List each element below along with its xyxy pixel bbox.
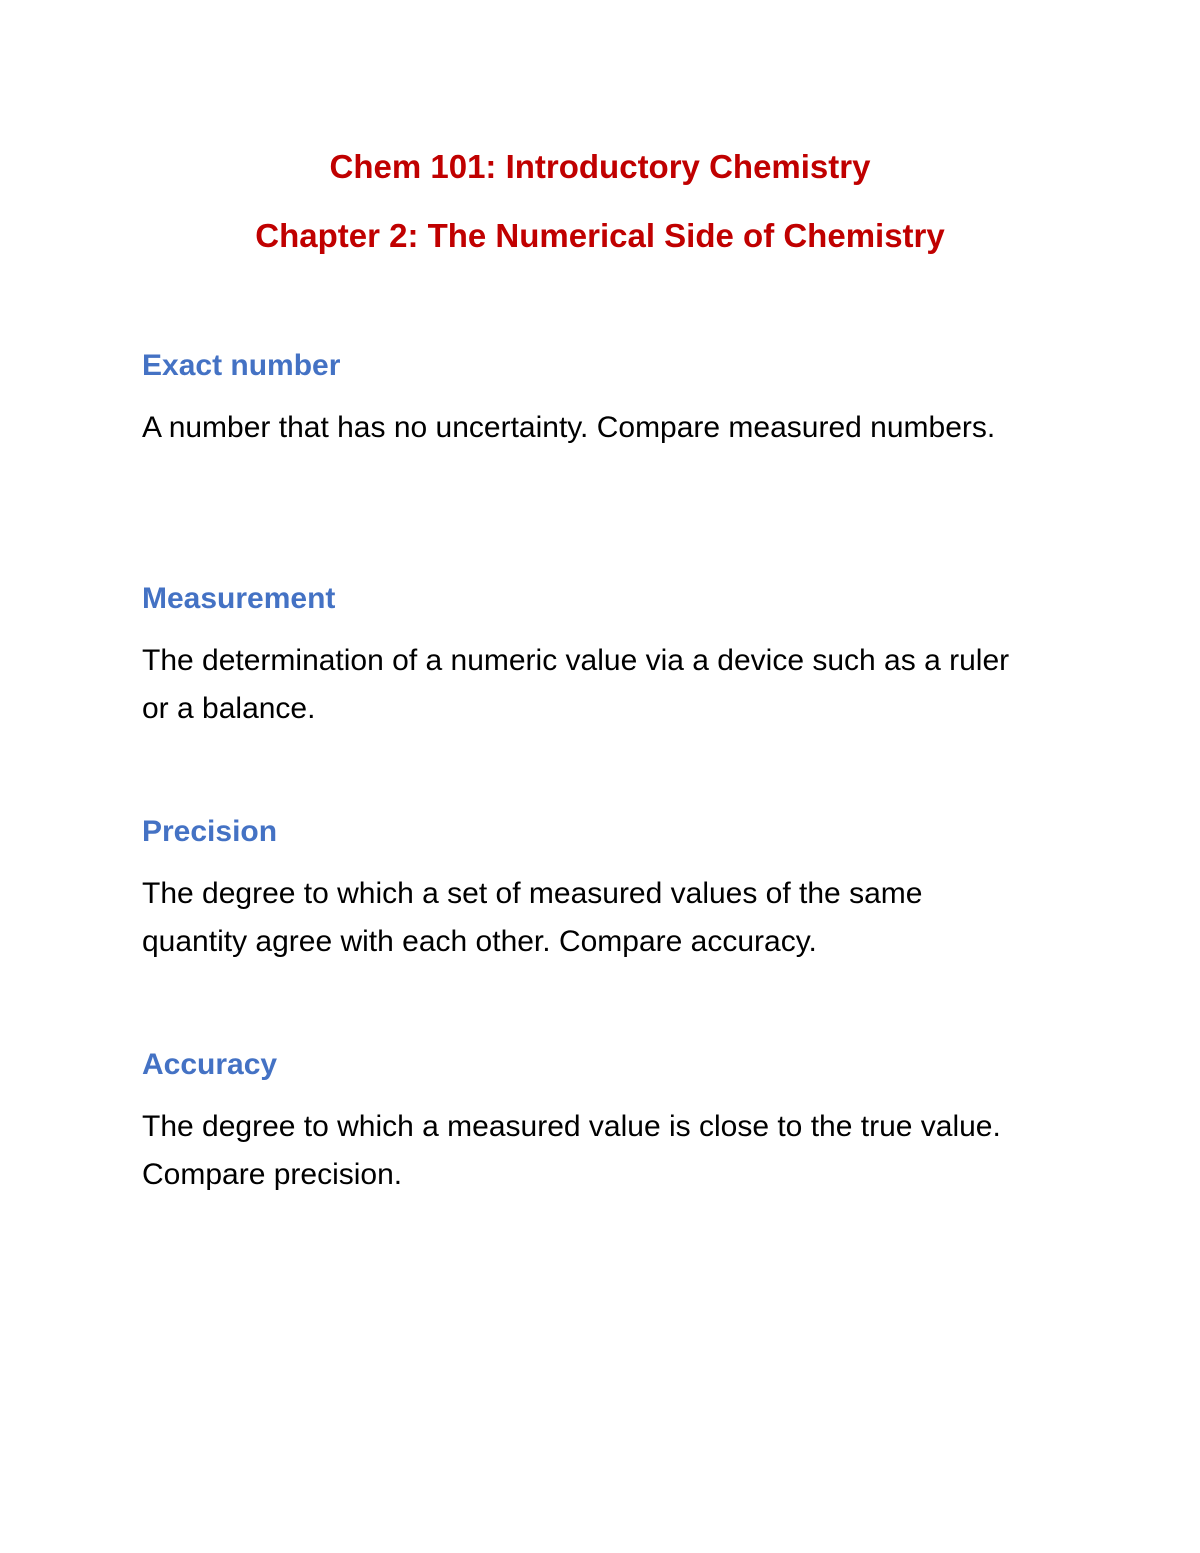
glossary-definition-measurement: The determination of a numeric value via a device such as a ruler or a balance. <box>142 644 1010 725</box>
course-title: Chem 101: Introductory Chemistry <box>329 148 871 185</box>
glossary-term-precision: Precision <box>142 815 278 848</box>
glossary-definition-accuracy: The degree to which a measured value is close to the true value. Compare precision. <box>142 1110 1001 1191</box>
glossary-term-exact-number: Exact number <box>142 349 341 382</box>
glossary-term-accuracy: Accuracy <box>142 1048 278 1081</box>
chapter-title: Chapter 2: The Numerical Side of Chemistry <box>255 217 945 254</box>
glossary-definition-exact-number: A number that has no uncertainty. Compare measured numbers. <box>142 411 996 444</box>
glossary-definition-precision: The degree to which a set of measured values of the same quantity agree with each other. Compare accuracy. <box>142 877 923 958</box>
glossary-term-measurement: Measurement <box>142 582 336 615</box>
